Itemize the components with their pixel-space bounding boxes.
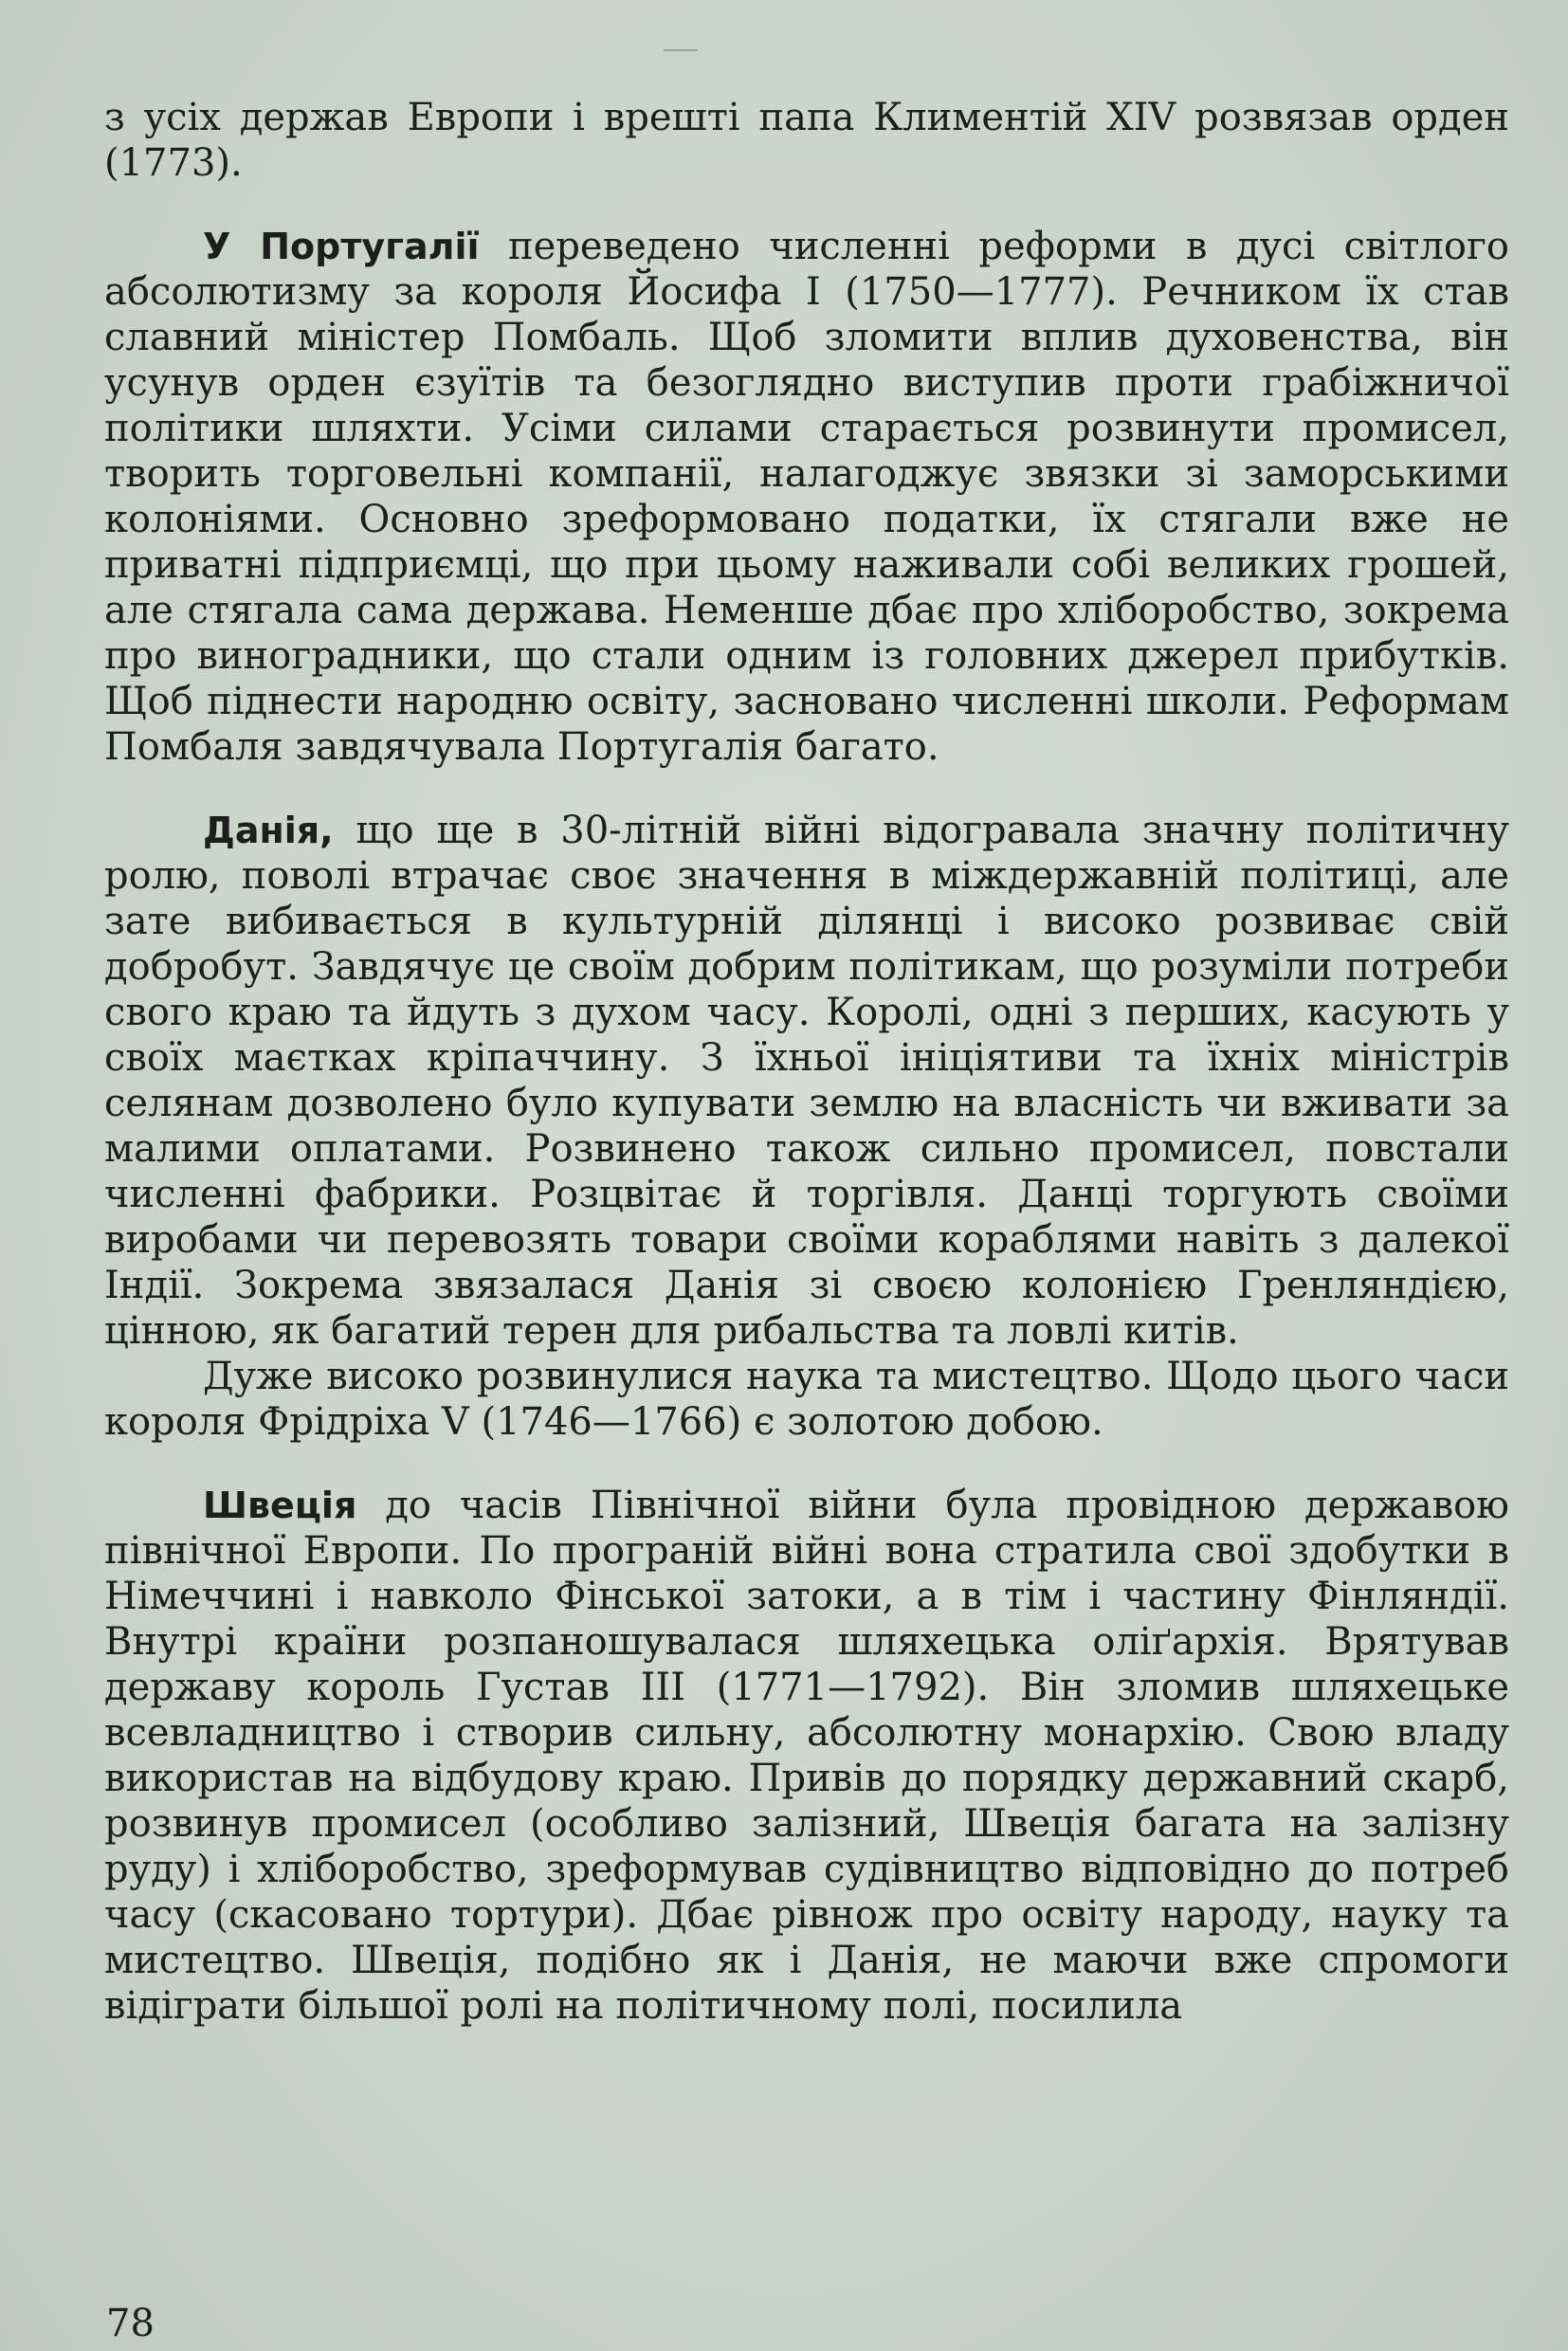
page-top-mark: [664, 49, 698, 51]
paragraph-denmark-culture: [104, 1354, 1509, 1445]
paragraph-lead-denmark: Данія,: [203, 810, 334, 851]
paragraph-portugal: [104, 224, 1509, 770]
page-text: [104, 95, 1509, 2029]
paragraph-text: переведено численні реформи в дусі світлого абсолютизму за короля Йосифа І (1750—1777). Речником їх став славний міністер Помбаль. Щоб зломити вплив духовенства, він усунув орден єзуїтів та безоглядно виступив проти грабіжничої політики шляхти. Усіми силами старається розвинути промисел, творить торговельні компанії, налагоджує звязки зі заморськими колоніями. Основно зреформовано податки, їх стягали вже не приватні підприємці, що при цьому наживали собі великих грошей, але стягала сама держава. Неменше дбає про хліборобство, зокрема про виноградники, що стали одним із головних джерел прибутків. Щоб піднести народню освіту, засновано численні школи. Реформам Помбаля завдячувала Португалія багато.: [104, 225, 1510, 769]
paragraph-text: Дуже високо розвинулися наука та мистецтво. Щодо цього часи короля Фрідріха V (1746—1766) є золотою добою.: [104, 1355, 1509, 1444]
paragraph-lead-sweden: Швеція: [203, 1485, 357, 1526]
paragraph-jesuits-end: [104, 95, 1509, 186]
paragraph-text: до часів Північної війни була провідною державою північної Европи. По програній війні вона стратила свої здобутки в Німеччині і навколо Фінської затоки, а в тім і частину Фінляндії. Внутрі країни розпаношувалася шляхецька оліґархія. Врятував державу король Густав III (1771—1792). Він зломив шляхецьке всевладництво і створив сильну, абсолютну монархію. Свою владу використав на відбудову краю. Привів до порядку державний скарб, розвинув промисел (особливо залізний, Швеція багата на залізну руду) і хліборобство, зреформував судівництво відповідно до потреб часу (скасовано тортури). Дбає рівнож про освіту народу, науку та мистецтво. Швеція, подібно як і Данія, не маючи вже спромоги відіграти більшої ролі на політичному полі, посилила: [104, 1484, 1509, 2028]
paragraph-sweden: [104, 1483, 1509, 2029]
page-number: 78: [106, 2302, 155, 2345]
paragraph-text: з усіх держав Европи і врешті папа Климентій XIV розвязав орден (1773).: [104, 96, 1509, 185]
paragraph-text: що ще в 30-літній війні відогравала значну політичну ролю, поволі втрачає своє значення в міждержавній політиці, але зате вибивається в культурній ділянці і високо розвиває свій добробут. Завдячує це своїм добрим політикам, що розуміли потреби свого краю та йдуть з духом часу. Королі, одні з перших, касують у своїх маєтках кріпаччину. З їхньої ініціятиви та їхніх міністрів селянам дозволено було купувати землю на власність чи вживати за малими оплатами. Розвинено також сильно промисел, повстали численні фабрики. Розцвітає й торгівля. Данці торгують своїми виробами чи перевозять товари своїми кораблями навіть з далекої Індії. Зокрема звязалася Данія зі своєю колонією Гренляндією, цінною, як багатий терен для рибальства та ловлі китів.: [104, 809, 1509, 1353]
paragraph-lead-portugal: У Португалії: [203, 226, 480, 267]
paragraph-denmark: [104, 808, 1509, 1354]
